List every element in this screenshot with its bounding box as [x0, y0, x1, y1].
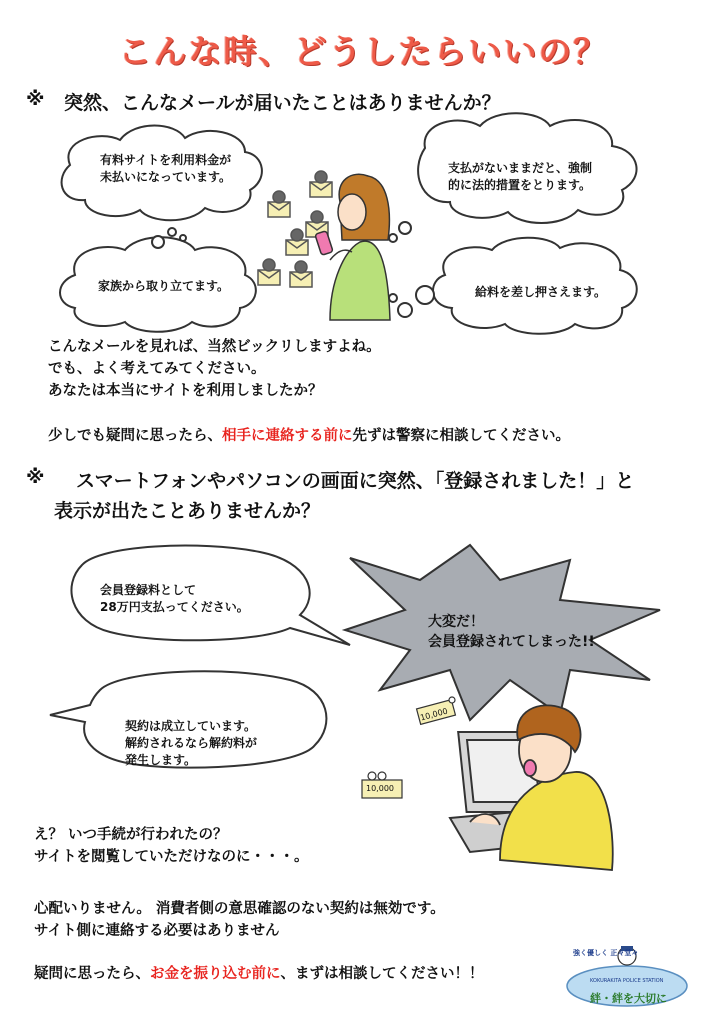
- speech2-text: 契約は成立しています。 解約されるなら解約料が 発生します。: [125, 719, 258, 767]
- section2-heading-line2: 表示が出たことありませんか？: [54, 500, 321, 522]
- cloud-text-bottom-left: 家族から取り立てます。: [98, 279, 230, 293]
- money-tag-label-1: 10,000: [419, 706, 449, 723]
- section2-paragraph1: え？ いつ手続が行われたの？ サイトを閲覧していただけなのに・・・。: [34, 827, 309, 865]
- section1-marker: ※: [26, 88, 45, 110]
- section2-advice: 疑問に思ったら、お金を振り込む前に、まずは相談してください！！: [34, 966, 484, 982]
- section2-heading-line1: スマートフォンやパソコンの画面に突然、「登録されました！」と: [76, 470, 635, 492]
- section1-heading: 突然、こんなメールが届いたことはありませんか？: [64, 92, 501, 114]
- envelope-icons: [258, 171, 332, 287]
- burst-text: 大変だ！ 会員登録されてしまった!!: [428, 614, 595, 650]
- section2-marker: ※: [26, 466, 45, 488]
- money-tag-label-2: 10,000: [366, 784, 394, 793]
- cloud-text-top-right: 支払がないままだと、強制 的に法的措置をとります。: [448, 161, 593, 192]
- section1-advice: 少しでも疑問に思ったら、相手に連絡する前に先ずは警察に相談してください。: [48, 428, 570, 444]
- page-title: こんな時、どうしたらいいの？: [118, 32, 609, 71]
- thought-dots: [389, 222, 434, 317]
- logo-station-name: KOKURAKITA POLICE STATION: [590, 978, 664, 984]
- cloud-text-bottom-right: 給料を差し押さえます。: [475, 285, 607, 299]
- logo-motto-bottom: 絆・絆を大切に: [590, 992, 667, 1005]
- cloud-text-top-left: 有料サイトを利用料金が 未払いになっています。: [100, 153, 232, 184]
- logo-motto-top: 強く優しく 正々堂々: [573, 949, 639, 957]
- speech1-text: 会員登録料として 28万円支払ってください。: [100, 583, 249, 614]
- section2-advice-highlight: お金を振り込む前に: [150, 966, 281, 982]
- section2-paragraph2: 心配いりません。 消費者側の意思確認のない契約は無効です。 サイト側に連絡する必要はありません: [34, 901, 445, 939]
- section1-paragraph: こんなメールを見れば、当然ビックリしますよね。 でも、よく考えてみてください。 あなたは本当にサイトを利用しましたか？: [48, 339, 381, 399]
- section1-advice-highlight: 相手に連絡する前に: [222, 428, 353, 444]
